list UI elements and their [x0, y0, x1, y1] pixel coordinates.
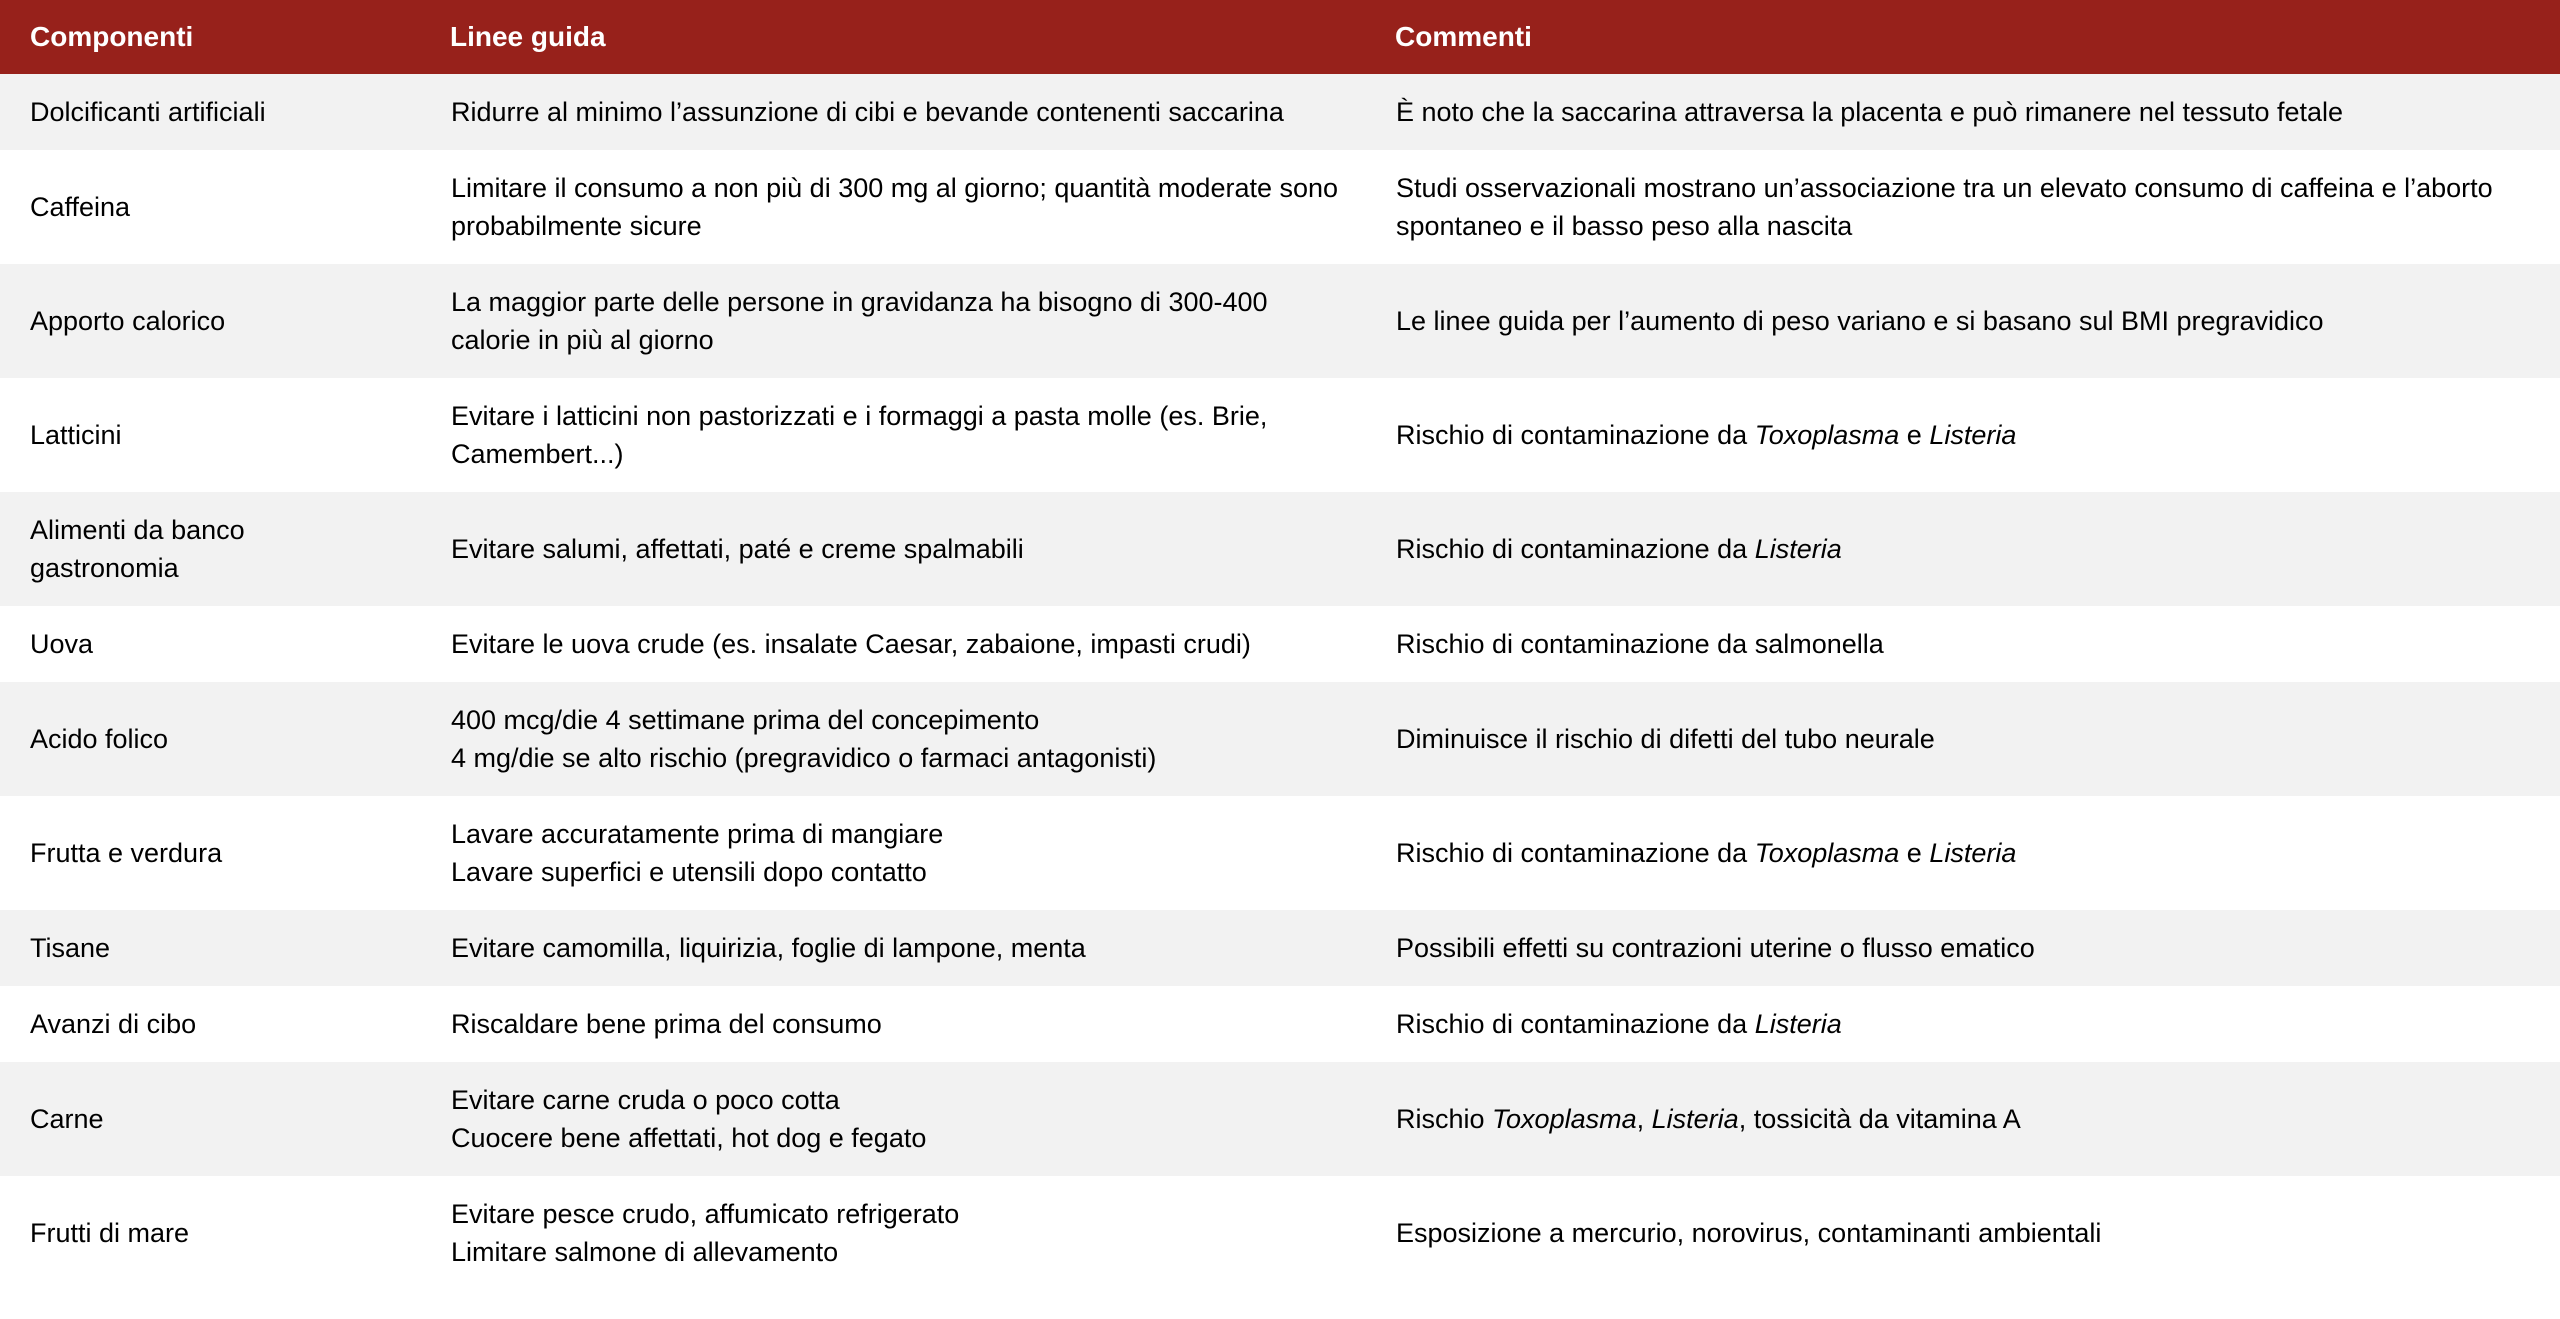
guideline-cell — [450, 150, 1395, 264]
guideline-line: Riscaldare bene prima del consumo — [451, 1009, 882, 1039]
component-cell: Acido folico — [30, 724, 169, 754]
table-row — [0, 1176, 2560, 1290]
comment-segment: Rischio di contaminazione da — [1396, 1009, 1755, 1039]
component-cell: Alimenti da banco gastronomia — [30, 515, 245, 583]
table-row — [0, 264, 2560, 378]
comment-cell — [1395, 796, 2560, 910]
table-row — [0, 378, 2560, 492]
comment-segment: Rischio — [1396, 1104, 1493, 1134]
comment-segment-italic: Toxoplasma — [1754, 420, 1900, 450]
comment-cell — [1395, 378, 2560, 492]
component-cell: Tisane — [30, 933, 111, 963]
comment-segment: Diminuisce il rischio di difetti del tubo neurale — [1396, 724, 1935, 754]
table-row — [0, 682, 2560, 796]
guideline-line: Evitare salumi, affettati, paté e creme spalmabili — [451, 534, 1024, 564]
comment-cell — [1395, 1062, 2560, 1176]
comment-segment: e — [1899, 420, 1930, 450]
guideline-line: Cuocere bene affettati, hot dog e fegato — [451, 1123, 927, 1153]
comment-segment: , — [1636, 1104, 1652, 1134]
guideline-line: Limitare salmone di allevamento — [451, 1237, 839, 1267]
table-row — [0, 492, 2560, 606]
comment-segment: e — [1899, 838, 1930, 868]
comment-segment-italic: Toxoplasma — [1492, 1104, 1637, 1134]
comment-segment-italic: Listeria — [1754, 1009, 1842, 1039]
table-header-row — [0, 0, 2560, 74]
component-cell: Frutti di mare — [30, 1218, 190, 1248]
comment-segment: È noto che la saccarina attraversa la placenta e può rimanere nel tessuto fetale — [1396, 97, 2344, 127]
guideline-cell — [450, 492, 1395, 606]
guideline-line: Evitare le uova crude (es. insalate Caesar, zabaione, impasti crudi) — [451, 629, 1251, 659]
comment-segment-italic: Listeria — [1929, 420, 2017, 450]
comment-segment: , tossicità da vitamina A — [1738, 1104, 2021, 1134]
guideline-line: Evitare carne cruda o poco cotta — [451, 1085, 840, 1115]
comment-segment-italic: Listeria — [1754, 534, 1842, 564]
guideline-line: La maggior parte delle persone in gravidanza ha bisogno di 300-400 calorie in più al giorno — [451, 287, 1268, 355]
guideline-line: 4 mg/die se alto rischio (pregravidico o farmaci antagonisti) — [451, 743, 1157, 773]
comment-segment: Rischio di contaminazione da salmonella — [1396, 629, 1884, 659]
comment-segment: Esposizione a mercurio, norovirus, contaminanti ambientali — [1396, 1218, 2102, 1248]
guideline-line: 400 mcg/die 4 settimane prima del concepimento — [451, 705, 1040, 735]
guideline-line: Evitare camomilla, liquirizia, foglie di lampone, menta — [451, 933, 1086, 963]
guideline-cell — [450, 796, 1395, 910]
guideline-cell — [450, 264, 1395, 378]
comment-cell — [1395, 682, 2560, 796]
guideline-line: Lavare accuratamente prima di mangiare — [451, 819, 944, 849]
comment-segment-italic: Toxoplasma — [1754, 838, 1900, 868]
guideline-cell — [450, 682, 1395, 796]
guideline-line: Lavare superfici e utensili dopo contatto — [451, 857, 927, 887]
guideline-line: Evitare pesce crudo, affumicato refrigerato — [451, 1199, 960, 1229]
column-header-commenti: Commenti — [1395, 21, 1532, 52]
component-cell: Frutta e verdura — [30, 838, 223, 868]
comment-segment-italic: Listeria — [1929, 838, 2017, 868]
table-row — [0, 1062, 2560, 1176]
component-cell: Uova — [30, 629, 94, 659]
comment-segment: Rischio di contaminazione da — [1396, 420, 1755, 450]
comment-segment: Rischio di contaminazione da — [1396, 838, 1755, 868]
guideline-cell — [450, 986, 1395, 1062]
comment-segment: Possibili effetti su contrazioni uterine o flusso ematico — [1396, 933, 2035, 963]
guideline-line: Limitare il consumo a non più di 300 mg al giorno; quantità moderate sono probabilmente sicure — [451, 173, 1339, 241]
guideline-line: Ridurre al minimo l’assunzione di cibi e bevande contenenti saccarina — [451, 97, 1284, 127]
comment-cell — [1395, 264, 2560, 378]
table-row — [0, 986, 2560, 1062]
component-cell: Carne — [30, 1104, 104, 1134]
component-cell: Latticini — [30, 420, 122, 450]
column-header-linee-guida: Linee guida — [450, 21, 606, 52]
guideline-line: Evitare i latticini non pastorizzati e i formaggi a pasta molle (es. Brie, Camembert...) — [451, 401, 1268, 469]
comment-segment: Rischio di contaminazione da — [1396, 534, 1755, 564]
table-row — [0, 606, 2560, 682]
guideline-cell — [450, 1176, 1395, 1290]
component-cell: Caffeina — [30, 192, 131, 222]
component-cell: Avanzi di cibo — [30, 1009, 197, 1039]
comment-segment: Le linee guida per l’aumento di peso variano e si basano sul BMI pregravidico — [1396, 306, 2324, 336]
guideline-cell — [450, 1062, 1395, 1176]
comment-cell — [1395, 606, 2560, 682]
comment-cell — [1395, 1176, 2560, 1290]
table-body — [0, 74, 2560, 1290]
column-header-componenti: Componenti — [30, 21, 194, 52]
guideline-cell — [450, 606, 1395, 682]
table-row — [0, 150, 2560, 264]
table-row — [0, 796, 2560, 910]
component-cell: Dolcificanti artificiali — [30, 97, 266, 127]
guideline-cell — [450, 74, 1395, 150]
comment-cell — [1395, 150, 2560, 264]
component-cell: Apporto calorico — [30, 306, 226, 336]
comment-cell — [1395, 74, 2560, 150]
table-row — [0, 74, 2560, 150]
comment-cell — [1395, 986, 2560, 1062]
guideline-cell — [450, 910, 1395, 986]
guideline-cell — [450, 378, 1395, 492]
comment-segment-italic: Listeria — [1651, 1104, 1739, 1134]
table-row — [0, 910, 2560, 986]
comment-cell — [1395, 492, 2560, 606]
comment-segment: Studi osservazionali mostrano un’associazione tra un elevato consumo di caffeina e l’aborto spontaneo e il basso peso alla nascita — [1396, 173, 2493, 241]
comment-cell — [1395, 910, 2560, 986]
